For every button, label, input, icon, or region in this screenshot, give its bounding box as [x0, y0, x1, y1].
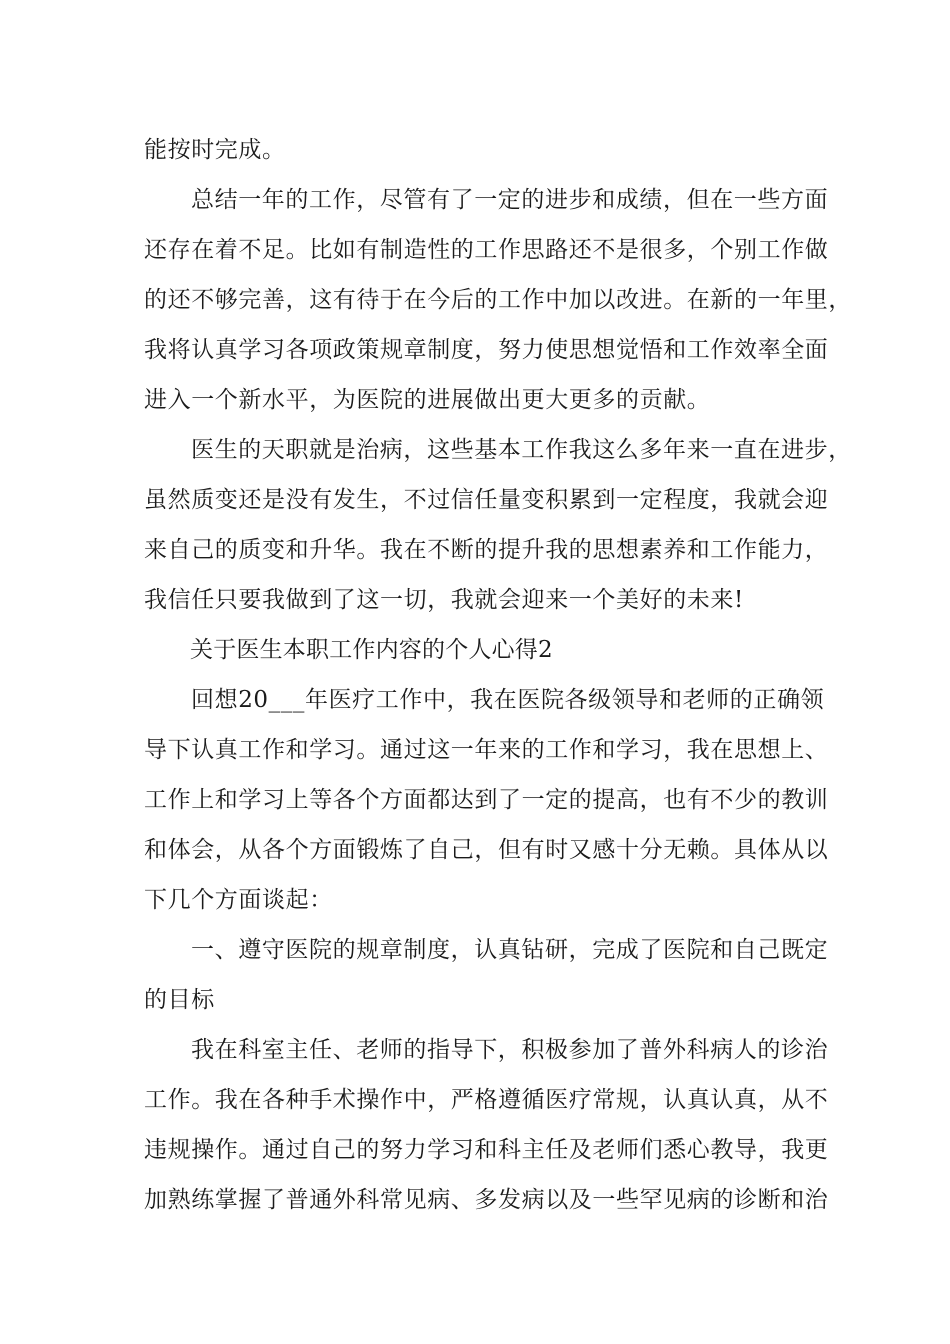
- text-line: 进入一个新水平，为医院的进展做出更大更多的贡献。: [144, 387, 711, 413]
- text-line: 工作上和学习上等各个方面都达到了一定的提高，也有不少的教训: [144, 787, 829, 813]
- text-line: 总结一年的工作，尽管有了一定的进步和成绩，但在一些方面: [191, 187, 829, 213]
- text-line: 虽然质变还是没有发生，不过信任量变积累到一定程度，我就会迎: [144, 487, 829, 513]
- text-line: 我将认真学习各项政策规章制度，努力使思想觉悟和工作效率全面: [144, 337, 829, 363]
- text-line: 能按时完成。: [144, 137, 286, 163]
- text-line: 我在科室主任、老师的指导下，积极参加了普外科病人的诊治: [191, 1037, 829, 1063]
- text-line: 工作。我在各种手术操作中，严格遵循医疗常规，认真认真，从不: [144, 1087, 829, 1113]
- text-line: 违规操作。通过自己的努力学习和科主任及老师们悉心教导，我更: [144, 1137, 829, 1163]
- text-line: 导下认真工作和学习。通过这一年来的工作和学习，我在思想上、: [144, 737, 829, 763]
- text-line: 来自己的质变和升华。我在不断的提升我的思想素养和工作能力，: [144, 537, 829, 563]
- text-line: 的目标: [144, 987, 215, 1013]
- text-line: 一、遵守医院的规章制度，认真钻研，完成了医院和自己既定: [191, 937, 829, 963]
- text-line: 加熟练掌握了普通外科常见病、多发病以及一些罕见病的诊断和治: [144, 1187, 829, 1213]
- text-line: 和体会，从各个方面锻炼了自己，但有时又感十分无赖。具体从以: [144, 837, 829, 863]
- section-heading: 关于医生本职工作内容的个人心得2: [190, 637, 553, 663]
- text-line: 我信任只要我做到了这一切，我就会迎来一个美好的未来!: [144, 587, 744, 613]
- text-line: 下几个方面谈起：: [144, 887, 333, 913]
- text-line: 还存在着不足。比如有制造性的工作思路还不是很多，个别工作做: [144, 237, 829, 263]
- text-line: 的还不够完善，这有待于在今后的工作中加以改进。在新的一年里，: [144, 287, 852, 313]
- text-line: 医生的天职就是治病，这些基本工作我这么多年来一直在进步，: [191, 437, 852, 463]
- text-line: 回想20___年医疗工作中，我在医院各级领导和老师的正确领: [191, 687, 825, 713]
